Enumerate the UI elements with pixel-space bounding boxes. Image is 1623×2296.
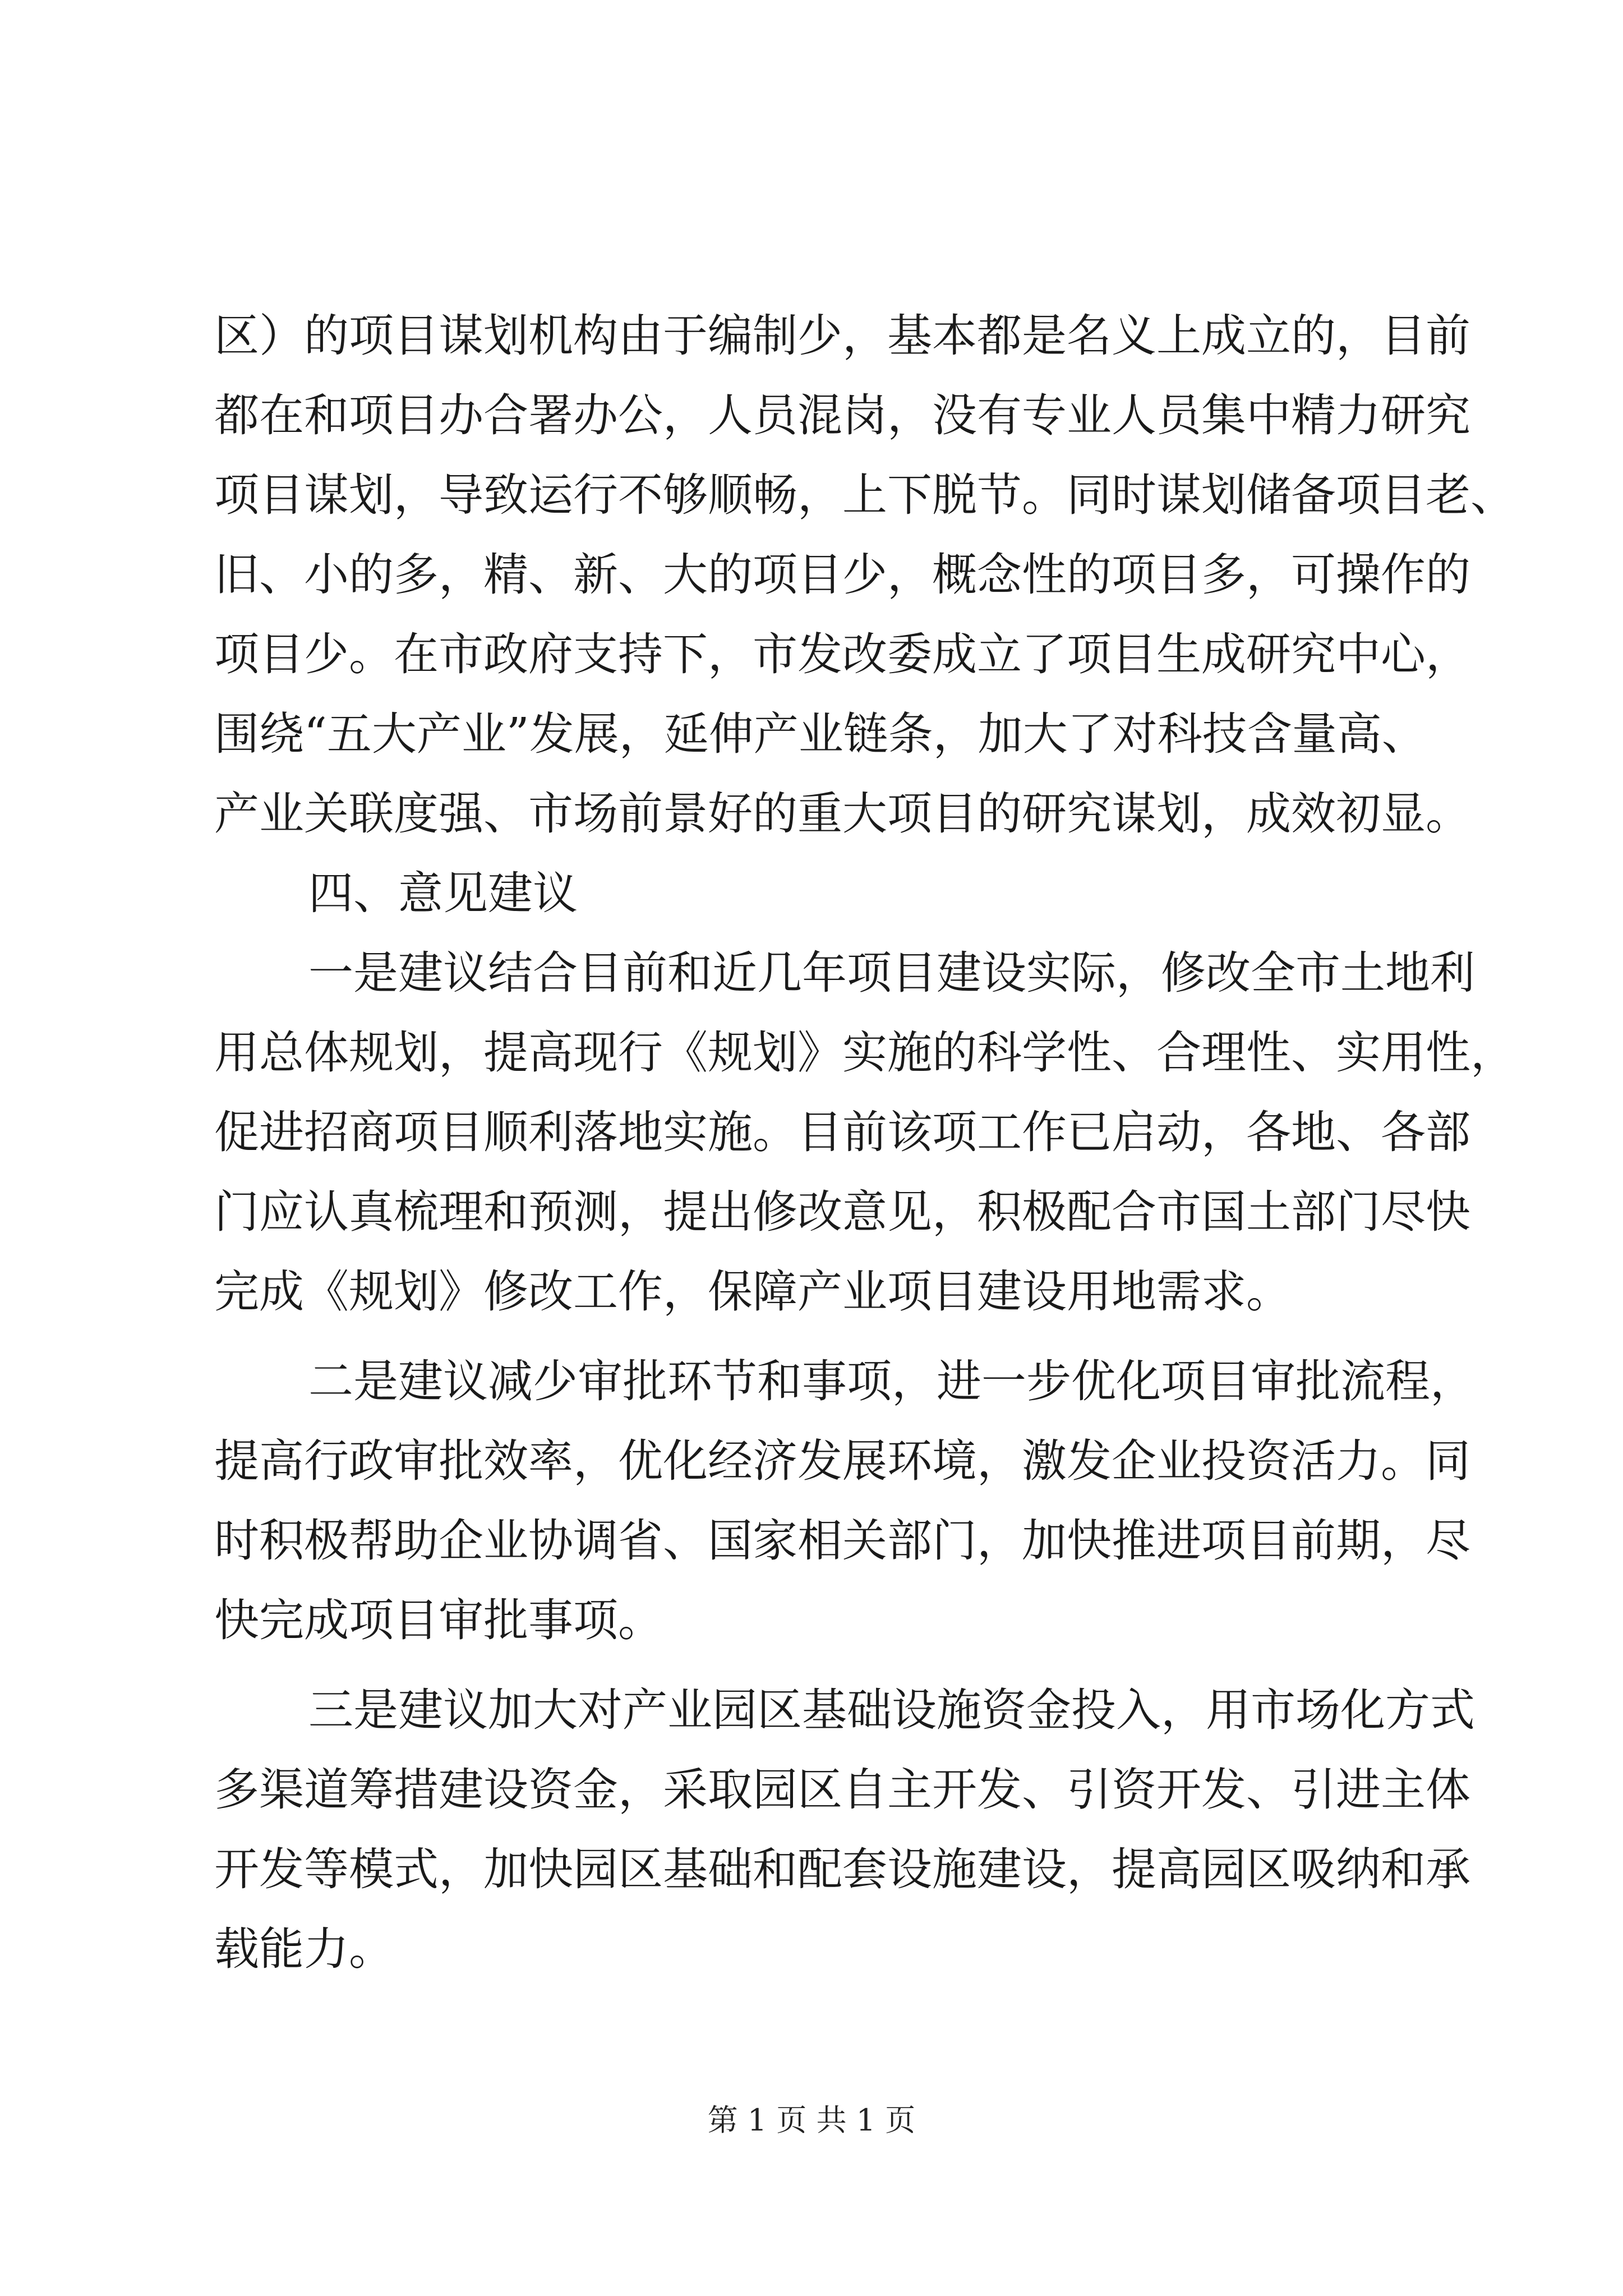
text-line: 项目谋划，导致运行不够顺畅，上下脱节。同时谋划储备项目老、 <box>214 469 1515 521</box>
text-line: 产业关联度强、市场前景好的重大项目的研究谋划，成效初显。 <box>214 788 1470 840</box>
text-line: 多渠道筹措建设资金，采取园区自主开发、引资开发、引进主体 <box>214 1764 1470 1816</box>
text-line: 时积极帮助企业协调省、国家相关部门，加快推进项目前期，尽 <box>214 1515 1470 1567</box>
paragraph-suggestion-3 <box>214 1671 1475 1989</box>
document-body <box>214 296 1515 1989</box>
paragraph-continuation <box>214 296 1515 854</box>
page-number-label: 第 1 页 共 1 页 <box>707 2102 916 2138</box>
text-line: 区）的项目谋划机构由于编制少，基本都是名义上成立的，目前 <box>214 310 1470 362</box>
section-heading-text: 四、意见建议 <box>308 867 578 919</box>
text-line: 门应认真梳理和预测，提出修改意见，积极配合市国土部门尽快 <box>214 1186 1470 1238</box>
paragraph-spacer <box>214 1660 1409 1671</box>
text-line: 用总体规划，提高现行《规划》实施的科学性、合理性、实用性， <box>214 1027 1515 1079</box>
text-line: 项目少。在市政府支持下，市发改委成立了项目生成研究中心， <box>214 628 1470 680</box>
text-line: 都在和项目办合署办公，人员混岗，没有专业人员集中精力研究 <box>214 389 1470 441</box>
text-line: 三是建议加大对产业园区基础设施资金投入，用市场化方式 <box>308 1684 1475 1736</box>
paragraph-suggestion-1 <box>214 933 1515 1332</box>
text-line: 二是建议减少审批环节和事项，进一步优化项目审批流程， <box>308 1355 1475 1407</box>
paragraph-spacer <box>214 1332 1409 1342</box>
text-line: 一是建议结合目前和近几年项目建设实际，修改全市土地利 <box>308 947 1475 999</box>
paragraph-suggestion-2 <box>214 1342 1475 1660</box>
section-heading <box>214 854 1409 933</box>
text-line: 载能力。 <box>214 1923 394 1975</box>
text-line: 围绕“五大产业”发展，延伸产业链条，加大了对科技含量高、 <box>214 708 1427 760</box>
text-line: 提高行政审批效率，优化经济发展环境，激发企业投资活力。同 <box>214 1435 1470 1487</box>
text-line: 开发等模式，加快园区基础和配套设施建设，提高园区吸纳和承 <box>214 1843 1470 1895</box>
page-footer <box>0 2098 1623 2143</box>
text-line: 快完成项目审批事项。 <box>214 1594 663 1646</box>
text-line: 促进招商项目顺利落地实施。目前该项工作已启动，各地、各部 <box>214 1106 1470 1158</box>
text-line: 完成《规划》修改工作，保障产业项目建设用地需求。 <box>214 1266 1291 1318</box>
text-line: 旧、小的多，精、新、大的项目少，概念性的项目多，可操作的 <box>214 549 1470 601</box>
